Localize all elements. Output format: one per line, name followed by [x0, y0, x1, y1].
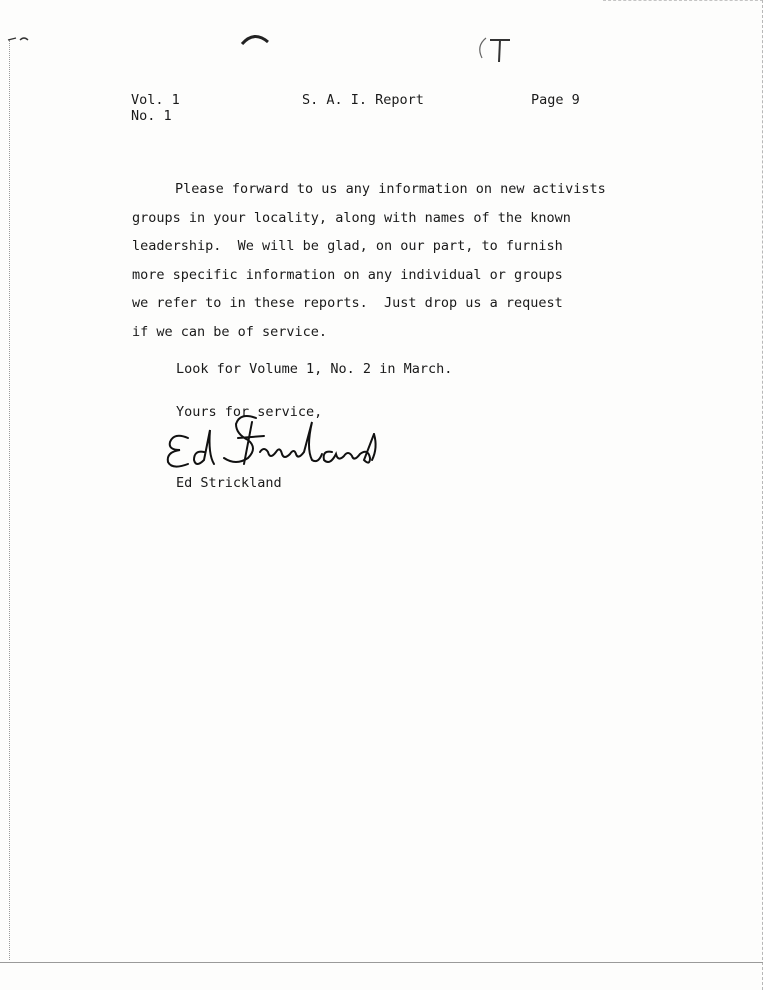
- body-line: leadership. We will be glad, on our part, to furnish: [132, 238, 563, 255]
- body-line: if we can be of service.: [132, 323, 328, 340]
- issue-number-label: No. 1: [131, 108, 172, 124]
- body-line: Please forward to us any information on new activists: [175, 181, 606, 197]
- volume-number-block: [131, 92, 180, 124]
- volume-label: Vol. 1: [131, 92, 180, 108]
- next-issue-announcement: Look for Volume 1, No. 2 in March.: [176, 361, 453, 377]
- report-title: S. A. I. Report: [302, 92, 424, 108]
- signer-name: Ed Strickland: [176, 475, 282, 491]
- handwritten-signature: [160, 408, 390, 478]
- scan-edge-left: [9, 40, 11, 960]
- punch-mark-right-icon: [474, 32, 516, 66]
- body-paragraph: [132, 175, 652, 347]
- scan-edge-top: [603, 0, 763, 2]
- closing-salutation: Yours for service,: [176, 404, 323, 420]
- body-line: groups in your locality, along with names of the known: [132, 209, 571, 226]
- body-line: we refer to in these reports. Just drop us a request: [132, 295, 563, 312]
- page-number: Page 9: [531, 92, 580, 108]
- scan-edge-bottom: [0, 962, 763, 964]
- punch-mark-left-icon: [238, 28, 272, 52]
- body-line: more specific information on any individual or groups: [132, 266, 563, 283]
- corner-scribble-icon: [6, 30, 46, 48]
